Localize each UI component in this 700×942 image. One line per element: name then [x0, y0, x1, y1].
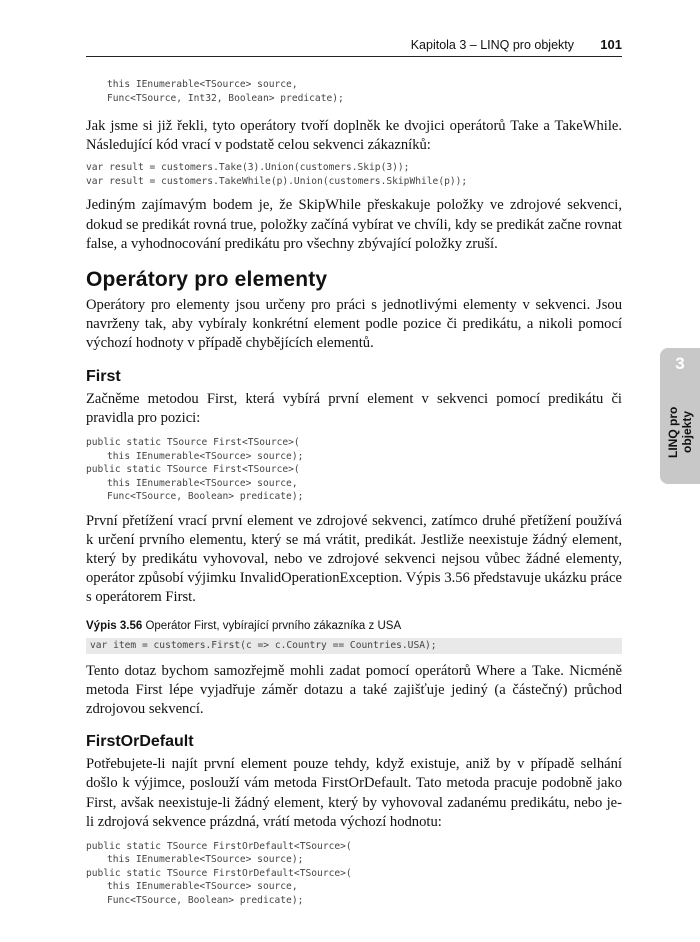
paragraph-take-takewhile: Jak jsme si již řekli, tyto operátory tvoří doplněk ke dvojici operátorů Take a TakeWhile. Následující kód vrací v podstatě celou sekvenci zákazníků: — [86, 118, 622, 154]
code-line: Func<TSource, Int32, Boolean> predicate); — [107, 92, 344, 104]
code-line: this IEnumerable<TSource> source); — [107, 450, 304, 462]
subsection-title-first: First — [86, 367, 121, 385]
paragraph-skipwhile: Jediným zajímavým bodem je, že SkipWhile přeskakuje položky ve zdrojové sekvenci, dokud se predikát rovná true, položky začíná vybírat ve chvíli, kdy se predikát začne rovnat false, a vyhodnocování predikátu pro všechny zbývající položky zruší. — [86, 197, 622, 252]
paragraph-first-where: Tento dotaz bychom samozřejmě mohli zadat pomocí operátorů Where a Take. Nicméně metoda First lépe vyjadřuje záměr dotazu a také zajišťuje jediný (a částečný) průchod zdrojovou sekvencí. — [86, 662, 622, 717]
code-line: Func<TSource, Boolean> predicate); — [107, 894, 304, 906]
page-content — [86, 78, 622, 907]
paragraph-first-intro: Začněme metodou First, která vybírá první element v sekvenci pomocí predikátu či pravidla pro pozici: — [86, 390, 622, 426]
code-line: public static TSource FirstOrDefault<TSource>( — [86, 867, 352, 879]
chapter-side-tab — [660, 348, 700, 484]
listing-caption — [86, 620, 622, 632]
code-line: this IEnumerable<TSource> source, — [107, 79, 298, 90]
running-title: Kapitola 3 – LINQ pro objekty — [410, 38, 574, 52]
code-line: public static TSource First<TSource>( — [86, 464, 300, 476]
section-title: Operátory pro elementy — [86, 268, 328, 292]
page-header — [86, 36, 622, 57]
code-line: this IEnumerable<TSource> source, — [107, 881, 298, 893]
chapter-tab-number: 3 — [675, 354, 685, 373]
chapter-tab-label: LINQ pro objekty — [666, 406, 694, 458]
listing-label: Výpis 3.56 — [86, 619, 143, 632]
paragraph-firstordefault: Potřebujete-li najít první element pouze tehdy, když existuje, aniž by v případě selhání došlo k výjimce, poslouží vám metoda FirstOrDefault. Tato metoda pracuje podobně jako First, avšak neexistuje-li žádný element, který by vyhovoval zadanému predikátu, nebo je-li zdrojová sekvence prázdná, vrátí metoda výchozí hodnotu: — [86, 756, 622, 830]
code-line: public static TSource First<TSource>( — [86, 437, 300, 449]
paragraph-first-overloads: První přetížení vrací první element ve zdrojové sekvenci, zatímco druhé přetížení používá k určení prvního elementu, který se má vrátit, predikát. Jestliže neexistuje žádný element, který by predikátu vyhovoval, nebo ve zdrojové sekvenci nejsou vůbec žádné elementy, operátor způsobí výjimku InvalidOperationException. Výpis 3.56 představuje ukázku práce s operátorem First. — [86, 512, 622, 606]
code-line: var result = customers.TakeWhile(p).Union(customers.SkipWhile(p)); — [86, 175, 468, 187]
code-line: this IEnumerable<TSource> source); — [107, 854, 304, 866]
code-line: this IEnumerable<TSource> source, — [107, 477, 298, 489]
subsection-title-firstordefault: FirstOrDefault — [86, 733, 194, 751]
code-line: Func<TSource, Boolean> predicate); — [107, 491, 304, 503]
paragraph-element-operators: Operátory pro elementy jsou určeny pro práci s jednotlivými elementy v sekvenci. Jsou navrženy tak, aby vybíraly konkrétní element podle pozice či predikátu, a nikoli pomocí výchozí hodnoty v případě chybějících elementů. — [86, 297, 622, 352]
listing-code: var item = customers.First(c => c.Country == Countries.USA); — [86, 638, 622, 654]
page-number: 101 — [600, 37, 622, 52]
code-line: var result = customers.Take(3).Union(customers.Skip(3)); — [86, 162, 410, 174]
code-line: public static TSource FirstOrDefault<TSource>( — [86, 840, 352, 852]
listing-text: Operátor First, vybírající prvního zákazníka z USA — [145, 619, 402, 632]
